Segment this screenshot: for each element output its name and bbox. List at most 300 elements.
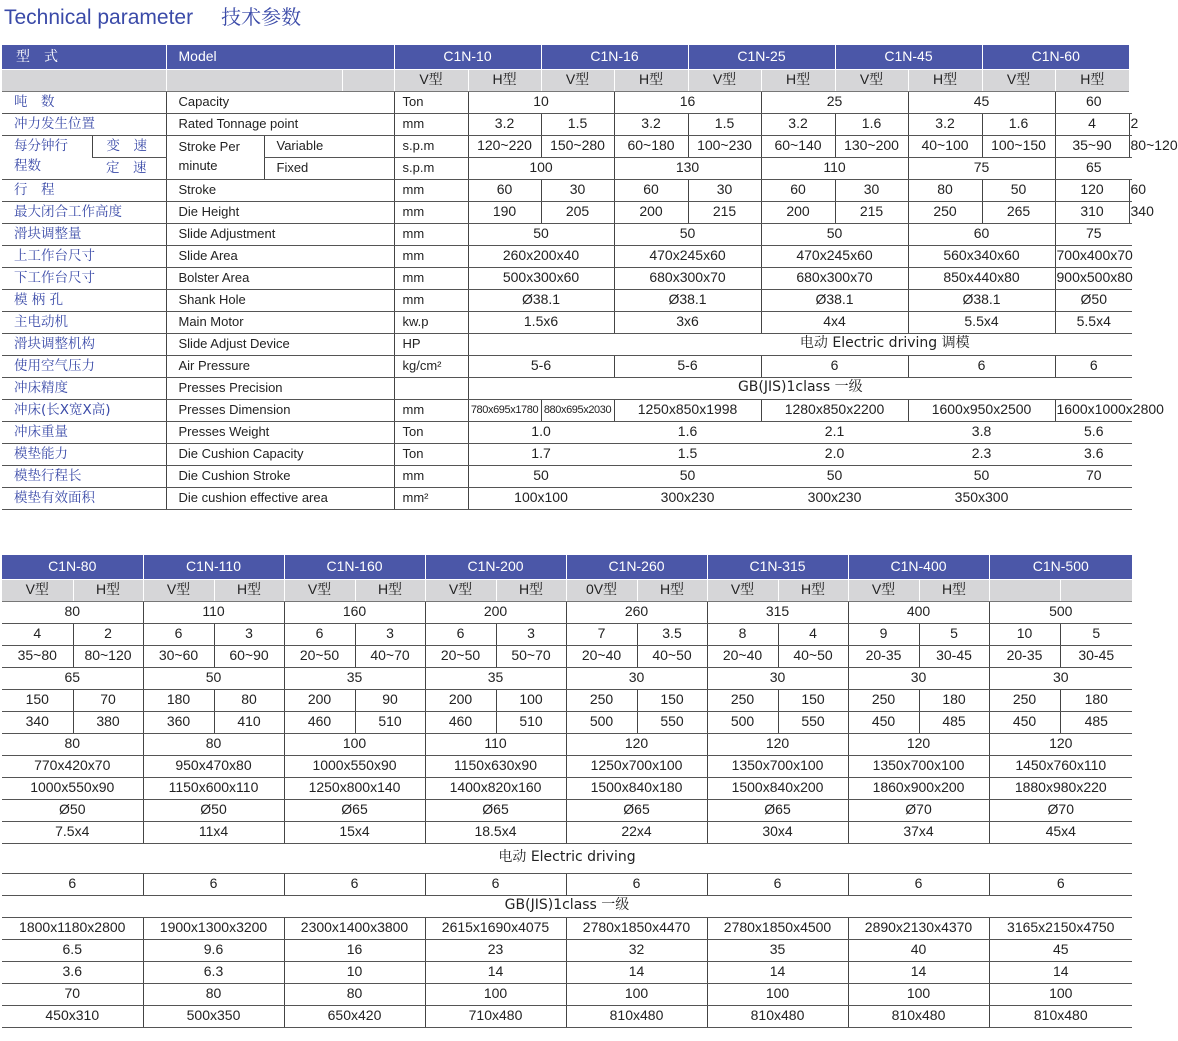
cell: 200 bbox=[761, 201, 835, 223]
type-v: V型 bbox=[541, 69, 614, 91]
cell: 80 bbox=[908, 179, 982, 201]
cell: 150 bbox=[778, 689, 848, 711]
cell: 300x230 bbox=[761, 487, 908, 509]
model-header: C1N-80 bbox=[2, 555, 143, 579]
type-h: H型 bbox=[468, 69, 541, 91]
unit: mm² bbox=[394, 487, 468, 509]
cell: 1250x700x100 bbox=[566, 755, 707, 777]
model-header: C1N-60 bbox=[982, 45, 1129, 69]
cell: 60 bbox=[614, 179, 688, 201]
cell: 110 bbox=[425, 733, 566, 755]
label-zh: 冲床重量 bbox=[2, 421, 166, 443]
cell: 70 bbox=[1055, 465, 1132, 487]
cell: 340 bbox=[2, 711, 73, 733]
cell: 6.5 bbox=[2, 939, 143, 961]
cell: 880x695x2030 bbox=[541, 399, 614, 421]
cell: 200 bbox=[425, 689, 496, 711]
cell: 5-6 bbox=[468, 355, 614, 377]
cell: 20-35 bbox=[989, 645, 1060, 667]
cell: 450x310 bbox=[2, 1005, 143, 1027]
cell: 30-45 bbox=[919, 645, 989, 667]
cell: 215 bbox=[835, 201, 908, 223]
table2-body bbox=[2, 555, 1132, 1027]
cell: 315 bbox=[707, 601, 848, 623]
cell: 1860x900x200 bbox=[848, 777, 989, 799]
label-zh: 上工作台尺寸 bbox=[2, 245, 166, 267]
label-zh: 冲床精度 bbox=[2, 377, 166, 399]
cell: 250 bbox=[989, 689, 1060, 711]
cell: Ø38.1 bbox=[908, 289, 1055, 311]
cell: 205 bbox=[541, 201, 614, 223]
cell: 5.6 bbox=[1055, 421, 1132, 443]
cell: 60 bbox=[1055, 91, 1132, 113]
cell: 950x470x80 bbox=[143, 755, 284, 777]
cell: 50 bbox=[143, 667, 284, 689]
cell: 6 bbox=[425, 623, 496, 645]
cell: 60~90 bbox=[214, 645, 284, 667]
row-die-cushion-area bbox=[2, 487, 1132, 509]
cell: 3.2 bbox=[468, 113, 541, 135]
type-label: H型 bbox=[73, 579, 143, 601]
cell: 30 bbox=[541, 179, 614, 201]
cell: 500x300x60 bbox=[468, 267, 614, 289]
type-v: V型 bbox=[394, 69, 468, 91]
cell: 35~80 bbox=[2, 645, 73, 667]
cell: 22x4 bbox=[566, 821, 707, 843]
cell: 40~100 bbox=[908, 135, 982, 157]
row-die-height bbox=[2, 201, 1132, 223]
cell: 20~50 bbox=[425, 645, 496, 667]
cell: 1.5 bbox=[688, 113, 761, 135]
label-zh: 吨 数 bbox=[2, 91, 166, 113]
cell: 1800x1180x2800 bbox=[2, 917, 143, 939]
unit: mm bbox=[394, 289, 468, 311]
cell: 50 bbox=[908, 465, 1055, 487]
cell: 5.5x4 bbox=[1055, 311, 1132, 333]
cell: 14 bbox=[989, 961, 1132, 983]
cell: 360 bbox=[143, 711, 214, 733]
cell: 4x4 bbox=[761, 311, 908, 333]
row-spm-variable bbox=[2, 645, 1132, 667]
type-label: V型 bbox=[143, 579, 214, 601]
cell: 50 bbox=[761, 465, 908, 487]
cell: 9.6 bbox=[143, 939, 284, 961]
cell: 80 bbox=[214, 689, 284, 711]
row-spm-fixed bbox=[2, 667, 1132, 689]
cell: 5 bbox=[1060, 623, 1132, 645]
header-model-en: Model bbox=[166, 45, 394, 69]
cell: 30 bbox=[848, 667, 989, 689]
label-zh: 模垫行程长 bbox=[2, 465, 166, 487]
unit: HP bbox=[394, 333, 468, 355]
cell: 8 bbox=[707, 623, 778, 645]
label-zh: 冲力发生位置 bbox=[2, 113, 166, 135]
label-zh: 每分钟行 程数 bbox=[2, 135, 92, 179]
row-die-cushion-capacity bbox=[2, 443, 1132, 465]
cell: 160 bbox=[284, 601, 425, 623]
cell: 10 bbox=[284, 961, 425, 983]
type-label: H型 bbox=[637, 579, 707, 601]
cell-span: GB(JIS)1class 一级 bbox=[2, 895, 1132, 917]
label-zh: 行 程 bbox=[2, 179, 166, 201]
cell: 35~90 bbox=[1055, 135, 1129, 157]
cell: 70 bbox=[73, 689, 143, 711]
cell: 3.5 bbox=[637, 623, 707, 645]
cell: 35 bbox=[425, 667, 566, 689]
cell: 710x480 bbox=[425, 1005, 566, 1027]
cell: 30 bbox=[566, 667, 707, 689]
cell: Ø65 bbox=[707, 799, 848, 821]
row-presses-weight bbox=[2, 421, 1132, 443]
cell: 45 bbox=[989, 939, 1132, 961]
type-h: H型 bbox=[1055, 69, 1129, 91]
label-en: Bolster Area bbox=[166, 267, 394, 289]
row-presses-weight bbox=[2, 939, 1132, 961]
spec-table-large-models bbox=[2, 555, 1132, 1028]
cell: 15x4 bbox=[284, 821, 425, 843]
cell: 2.0 bbox=[761, 443, 908, 465]
cell: 350x300 bbox=[908, 487, 1055, 509]
cell: 25 bbox=[761, 91, 908, 113]
cell: 35 bbox=[707, 939, 848, 961]
label-zh: 滑块调整机构 bbox=[2, 333, 166, 355]
cell: 90 bbox=[355, 689, 425, 711]
cell: 180 bbox=[1060, 689, 1132, 711]
cell: Ø65 bbox=[425, 799, 566, 821]
cell: 470x245x60 bbox=[614, 245, 761, 267]
cell: 45 bbox=[908, 91, 1055, 113]
row-die-height bbox=[2, 711, 1132, 733]
row-main-motor bbox=[2, 311, 1132, 333]
cell: 700x400x70 bbox=[1055, 245, 1132, 267]
cell: 110 bbox=[761, 157, 908, 179]
cell: 3 bbox=[496, 623, 566, 645]
cell: 3.6 bbox=[1055, 443, 1132, 465]
cell-span: GB(JIS)1class 一级 bbox=[468, 377, 1132, 399]
cell: 6 bbox=[989, 873, 1132, 895]
row-rated-tonnage bbox=[2, 623, 1132, 645]
cell: 6.3 bbox=[143, 961, 284, 983]
cell: 770x420x70 bbox=[2, 755, 143, 777]
type-label: H型 bbox=[355, 579, 425, 601]
unit: mm bbox=[394, 223, 468, 245]
label-en: Presses Dimension bbox=[166, 399, 394, 421]
row-presses-dimension bbox=[2, 399, 1132, 421]
cell: 150 bbox=[2, 689, 73, 711]
row-slide-adjust-device bbox=[2, 843, 1132, 873]
model-header: C1N-160 bbox=[284, 555, 425, 579]
label-en: Capacity bbox=[166, 91, 394, 113]
cell: 100 bbox=[284, 733, 425, 755]
cell: 900x500x80 bbox=[1055, 267, 1132, 289]
cell: 100 bbox=[989, 983, 1132, 1005]
spec-table-small-models bbox=[2, 45, 1178, 510]
cell: 3.2 bbox=[761, 113, 835, 135]
cell: 250 bbox=[848, 689, 919, 711]
label-en: Slide Adjustment bbox=[166, 223, 394, 245]
type-label: V型 bbox=[848, 579, 919, 601]
cell: 2300x1400x3800 bbox=[284, 917, 425, 939]
cell: 120~220 bbox=[468, 135, 541, 157]
cell: 510 bbox=[355, 711, 425, 733]
row-shank-hole bbox=[2, 289, 1132, 311]
cell: 1600x950x2500 bbox=[908, 399, 1055, 421]
cell: 1.0 bbox=[468, 421, 614, 443]
unit: mm bbox=[394, 267, 468, 289]
label-fixed-en: Fixed bbox=[264, 157, 394, 179]
cell: 6 bbox=[848, 873, 989, 895]
cell: 400 bbox=[848, 601, 989, 623]
cell: 1.5 bbox=[541, 113, 614, 135]
cell: 470x245x60 bbox=[761, 245, 908, 267]
cell: 150~280 bbox=[541, 135, 614, 157]
unit: s.p.m bbox=[394, 157, 468, 179]
label-en: Die Height bbox=[166, 201, 394, 223]
cell: 100x100 bbox=[468, 487, 614, 509]
type-label: H型 bbox=[214, 579, 284, 601]
label-en: Rated Tonnage point bbox=[166, 113, 394, 135]
cell: 1880x980x220 bbox=[989, 777, 1132, 799]
model-header: C1N-500 bbox=[989, 555, 1132, 579]
model-header: C1N-110 bbox=[143, 555, 284, 579]
cell: 1150x630x90 bbox=[425, 755, 566, 777]
row-die-cushion-capacity bbox=[2, 961, 1132, 983]
cell: 75 bbox=[908, 157, 1055, 179]
cell: Ø65 bbox=[284, 799, 425, 821]
cell: 1.5 bbox=[614, 443, 761, 465]
cell: 3.2 bbox=[614, 113, 688, 135]
cell: 50 bbox=[468, 465, 614, 487]
cell: 50~70 bbox=[496, 645, 566, 667]
type-label: V型 bbox=[2, 579, 73, 601]
cell: 80 bbox=[143, 983, 284, 1005]
type-label bbox=[1060, 579, 1132, 601]
cell: 7.5x4 bbox=[2, 821, 143, 843]
cell: 1.6 bbox=[614, 421, 761, 443]
header-type-zh: 型 式 bbox=[2, 45, 166, 69]
unit: Ton bbox=[394, 443, 468, 465]
label-en: Presses Precision bbox=[166, 377, 394, 399]
cell: 6 bbox=[761, 355, 908, 377]
label-zh: 冲床(长X宽X高) bbox=[2, 399, 166, 421]
cell: 810x480 bbox=[707, 1005, 848, 1027]
cell: 460 bbox=[284, 711, 355, 733]
cell: 23 bbox=[425, 939, 566, 961]
cell: 260x200x40 bbox=[468, 245, 614, 267]
cell: 60~140 bbox=[761, 135, 835, 157]
cell: 20-35 bbox=[848, 645, 919, 667]
cell: 1400x820x160 bbox=[425, 777, 566, 799]
cell: 265 bbox=[982, 201, 1055, 223]
cell: 310 bbox=[1055, 201, 1129, 223]
label-zh: 使用空气压力 bbox=[2, 355, 166, 377]
cell: 1000x550x90 bbox=[284, 755, 425, 777]
row-slide-adjustment bbox=[2, 223, 1132, 245]
cell: 40~50 bbox=[637, 645, 707, 667]
cell: 60 bbox=[908, 223, 1055, 245]
cell: 40 bbox=[848, 939, 989, 961]
cell: 100 bbox=[848, 983, 989, 1005]
cell: 65 bbox=[1055, 157, 1132, 179]
cell: 2 bbox=[73, 623, 143, 645]
cell: 6 bbox=[284, 623, 355, 645]
label-zh: 滑块调整量 bbox=[2, 223, 166, 245]
cell: 5 bbox=[919, 623, 989, 645]
cell: 80 bbox=[2, 601, 143, 623]
row-rated-tonnage bbox=[2, 113, 1132, 135]
cell: 11x4 bbox=[143, 821, 284, 843]
unit: mm bbox=[394, 201, 468, 223]
type-label: V型 bbox=[284, 579, 355, 601]
label-variable-zh: 变 速 bbox=[92, 135, 166, 157]
label-en: Air Pressure bbox=[166, 355, 394, 377]
cell: 100 bbox=[707, 983, 848, 1005]
cell: 100 bbox=[496, 689, 566, 711]
cell: 1450x760x110 bbox=[989, 755, 1132, 777]
cell: 500 bbox=[989, 601, 1132, 623]
cell: 410 bbox=[214, 711, 284, 733]
cell: 120 bbox=[566, 733, 707, 755]
cell: 340 bbox=[1129, 201, 1132, 223]
cell: 500 bbox=[566, 711, 637, 733]
cell: 200 bbox=[614, 201, 688, 223]
label-en: Die Cushion Capacity bbox=[166, 443, 394, 465]
cell: Ø38.1 bbox=[468, 289, 614, 311]
model-header: C1N-16 bbox=[541, 45, 688, 69]
model-header: C1N-315 bbox=[707, 555, 848, 579]
row-die-cushion-area bbox=[2, 1005, 1132, 1027]
cell: 14 bbox=[707, 961, 848, 983]
cell: Ø70 bbox=[848, 799, 989, 821]
model-header: C1N-10 bbox=[394, 45, 541, 69]
cell: 65 bbox=[2, 667, 143, 689]
row-slide-adjustment bbox=[2, 733, 1132, 755]
cell: 6 bbox=[908, 355, 1055, 377]
header-row-models bbox=[2, 555, 1132, 579]
row-slide-area bbox=[2, 755, 1132, 777]
label-variable-en: Variable bbox=[264, 135, 394, 157]
label-en: Stroke Per minute bbox=[166, 135, 264, 179]
cell: 6 bbox=[143, 873, 284, 895]
cell: 180 bbox=[919, 689, 989, 711]
cell: 810x480 bbox=[566, 1005, 707, 1027]
cell: 80 bbox=[284, 983, 425, 1005]
cell: 4 bbox=[2, 623, 73, 645]
label-en: Slide Adjust Device bbox=[166, 333, 394, 355]
cell: 810x480 bbox=[848, 1005, 989, 1027]
unit: mm bbox=[394, 465, 468, 487]
cell: 1500x840x200 bbox=[707, 777, 848, 799]
cell: 6 bbox=[566, 873, 707, 895]
row-bolster-area bbox=[2, 777, 1132, 799]
type-label: 0V型 bbox=[566, 579, 637, 601]
title-en: Technical parameter bbox=[4, 6, 194, 29]
cell: 200 bbox=[425, 601, 566, 623]
header-row-types bbox=[2, 69, 1132, 91]
type-v: V型 bbox=[688, 69, 761, 91]
cell: 130~200 bbox=[835, 135, 908, 157]
unit: mm bbox=[394, 113, 468, 135]
cell: 450 bbox=[989, 711, 1060, 733]
cell: 20~40 bbox=[566, 645, 637, 667]
cell: 550 bbox=[778, 711, 848, 733]
cell: 250 bbox=[566, 689, 637, 711]
row-slide-area bbox=[2, 245, 1132, 267]
cell: 60~180 bbox=[614, 135, 688, 157]
cell: 485 bbox=[1060, 711, 1132, 733]
title-zh: 技术参数 bbox=[221, 5, 302, 29]
cell: 75 bbox=[1055, 223, 1132, 245]
cell: 120 bbox=[848, 733, 989, 755]
type-v: V型 bbox=[982, 69, 1055, 91]
cell: 16 bbox=[284, 939, 425, 961]
cell: 1150x600x110 bbox=[143, 777, 284, 799]
type-label: H型 bbox=[496, 579, 566, 601]
cell: 260 bbox=[566, 601, 707, 623]
cell: 200 bbox=[284, 689, 355, 711]
cell: 2890x2130x4370 bbox=[848, 917, 989, 939]
cell: 80 bbox=[143, 733, 284, 755]
type-h: H型 bbox=[761, 69, 835, 91]
type-label: V型 bbox=[425, 579, 496, 601]
cell: 100 bbox=[566, 983, 707, 1005]
cell: 1.7 bbox=[468, 443, 614, 465]
unit: mm bbox=[394, 245, 468, 267]
label-fixed-zh: 定 速 bbox=[92, 157, 166, 179]
row-presses-dimension bbox=[2, 917, 1132, 939]
cell: 500 bbox=[707, 711, 778, 733]
label-en: Die Cushion Stroke bbox=[166, 465, 394, 487]
cell: 3 bbox=[355, 623, 425, 645]
cell: 2 bbox=[1129, 113, 1132, 135]
cell: 4 bbox=[778, 623, 848, 645]
cell: 37x4 bbox=[848, 821, 989, 843]
page-title bbox=[4, 1, 301, 30]
label-zh: 主电动机 bbox=[2, 311, 166, 333]
cell: 32 bbox=[566, 939, 707, 961]
cell bbox=[1055, 487, 1132, 509]
cell: 6 bbox=[707, 873, 848, 895]
label-en: Shank Hole bbox=[166, 289, 394, 311]
cell: 3.8 bbox=[908, 421, 1055, 443]
row-bolster-area bbox=[2, 267, 1132, 289]
label-en: Die cushion effective area bbox=[166, 487, 394, 509]
unit bbox=[394, 377, 468, 399]
row-shank-hole bbox=[2, 799, 1132, 821]
unit: s.p.m bbox=[394, 135, 468, 157]
cell: 510 bbox=[496, 711, 566, 733]
label-en: Slide Area bbox=[166, 245, 394, 267]
row-presses-precision bbox=[2, 377, 1132, 399]
cell: 6 bbox=[1055, 355, 1132, 377]
cell: 485 bbox=[919, 711, 989, 733]
cell: 30~60 bbox=[143, 645, 214, 667]
cell: 80~120 bbox=[1129, 135, 1132, 157]
cell: 1280x850x2200 bbox=[761, 399, 908, 421]
type-v: V型 bbox=[835, 69, 908, 91]
cell: 1500x840x180 bbox=[566, 777, 707, 799]
cell: 100~230 bbox=[688, 135, 761, 157]
cell: 3.2 bbox=[908, 113, 982, 135]
row-capacity bbox=[2, 91, 1132, 113]
cell: 100 bbox=[425, 983, 566, 1005]
unit: kg/cm² bbox=[394, 355, 468, 377]
cell: 10 bbox=[468, 91, 614, 113]
cell-span: 电动 Electric driving bbox=[2, 843, 1132, 873]
row-presses-precision bbox=[2, 895, 1132, 917]
unit: mm bbox=[394, 179, 468, 201]
row-spm-variable bbox=[2, 135, 1132, 157]
